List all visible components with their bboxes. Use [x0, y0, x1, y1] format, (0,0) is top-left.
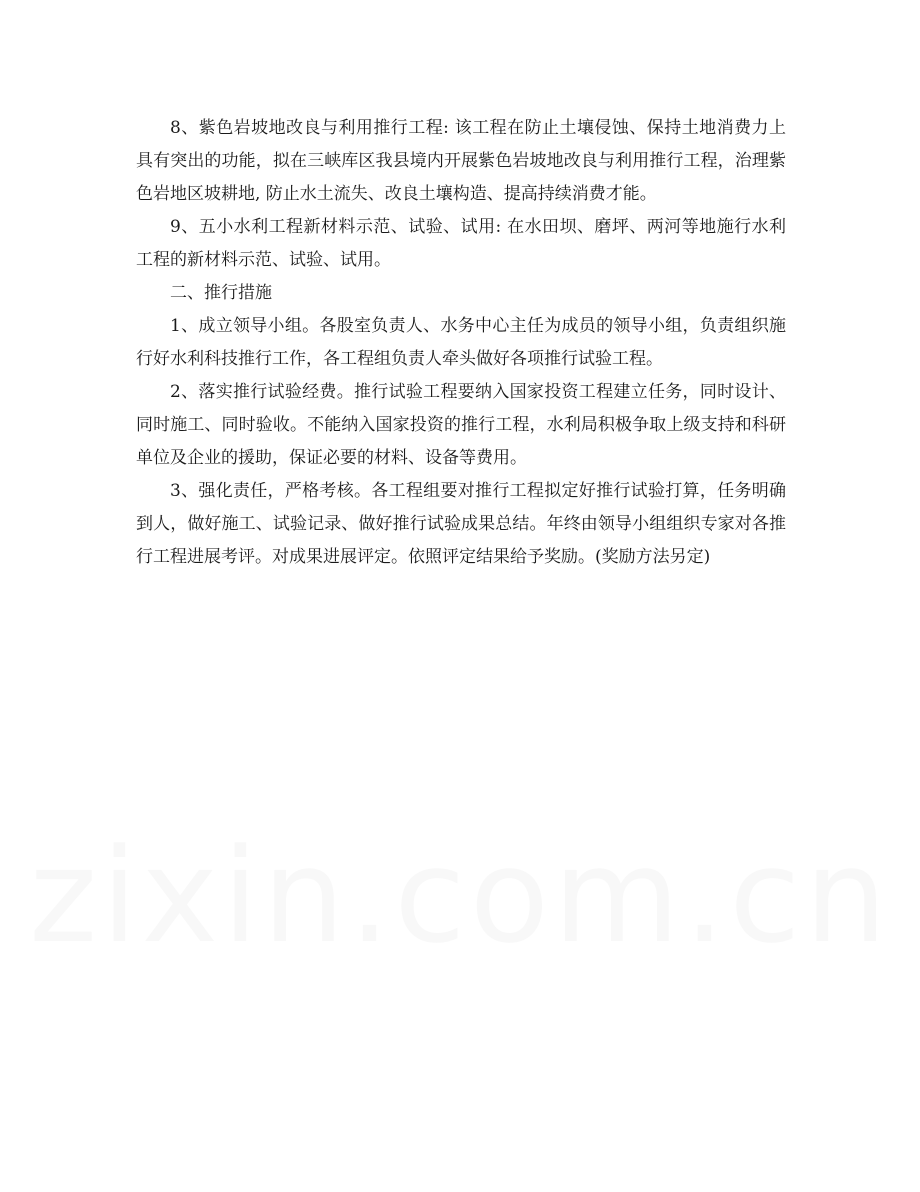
- watermark: [0, 820, 920, 972]
- paragraph-measure-2: 2、落实推行试验经费。推行试验工程要纳入国家投资工程建立任务，同时设计、同时施工、同时验收。不能纳入国家投资的推行工程，水利局积极争取上级支持和科研单位及企业的援助，保证必要的材料、设备等费用。: [136, 382, 786, 468]
- paragraph-measure-1: 1、成立领导小组。各股室负责人、水务中心主任为成员的领导小组，负责组织施行好水利科技推行工作，各工程组负责人牵头做好各项推行试验工程。: [136, 316, 786, 369]
- document-body: [136, 112, 786, 574]
- section-heading-measures: 二、推行措施: [170, 283, 272, 303]
- paragraph-item-8: 8、紫色岩坡地改良与利用推行工程: 该工程在防止土壤侵蚀、保持土地消费力上具有突出的功能，拟在三峡库区我县境内开展紫色岩坡地改良与利用推行工程，治理紫色岩地区坡耕地, 防止水土流失、改良土壤构造、提高持续消费才能。: [136, 118, 786, 204]
- paragraph-measure-3: 3、强化责任，严格考核。各工程组要对推行工程拟定好推行试验打算，任务明确到人，做好施工、试验记录、做好推行试验成果总结。年终由领导小组组织专家对各推行工程进展考评。对成果进展评定。依照评定结果给予奖励。(奖励方法另定): [136, 481, 786, 567]
- paragraph-item-9: 9、五小水利工程新材料示范、试验、试用: 在水田坝、磨坪、两河等地施行水利工程的新材料示范、试验、试用。: [136, 217, 786, 270]
